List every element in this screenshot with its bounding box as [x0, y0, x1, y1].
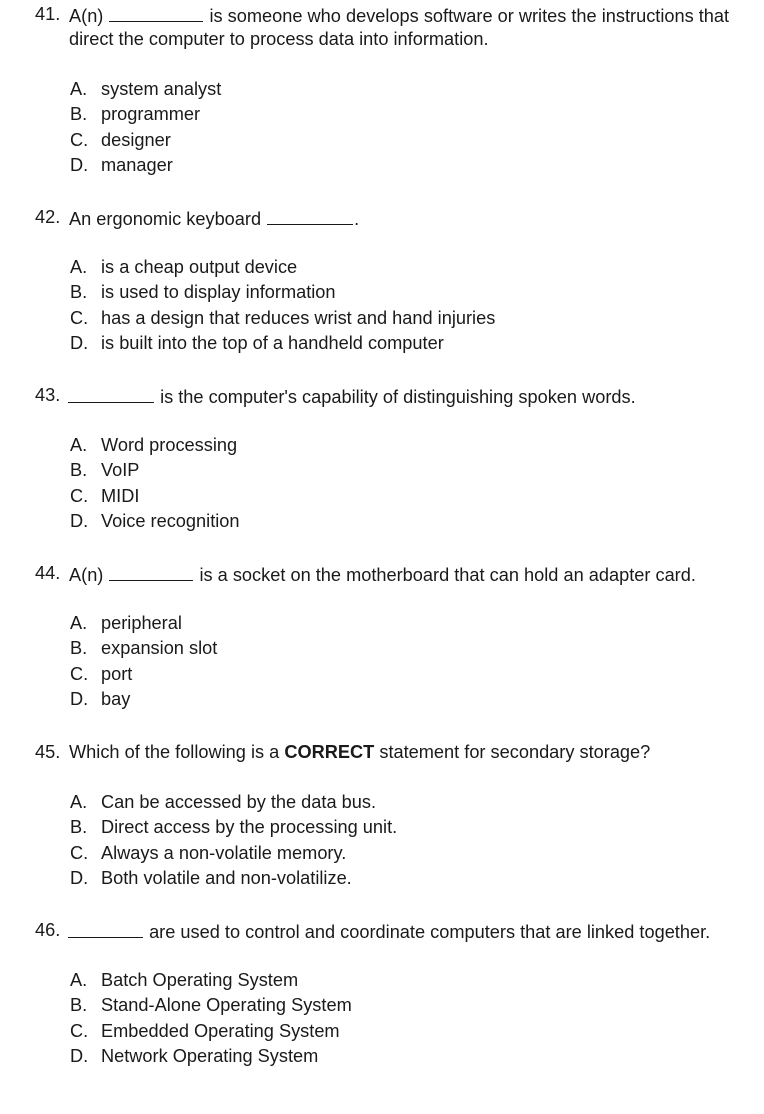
question-number: 44. — [35, 563, 61, 583]
option-b: B. programmer — [70, 104, 201, 125]
option-d: D. bay — [70, 688, 131, 709]
option-c: C. Embedded Operating System — [70, 1020, 340, 1041]
option-list — [0, 255, 764, 356]
question-text: A(n) is a socket on the motherboard that can hold an adapter card. — [69, 561, 696, 588]
question-number: 45. — [35, 742, 61, 762]
emphasis-correct: CORRECT — [284, 742, 375, 762]
answer-blank — [109, 2, 203, 22]
option-b: B. Stand-Alone Operating System — [70, 995, 352, 1016]
option-list — [0, 433, 764, 534]
option-list — [0, 790, 764, 891]
option-d: D. manager — [70, 154, 173, 175]
question-45 — [0, 740, 764, 891]
question-stem — [0, 740, 764, 765]
option-a: A. is a cheap output device — [70, 257, 298, 277]
option-b: B. expansion slot — [70, 638, 218, 659]
option-list — [0, 77, 764, 178]
question-stem — [0, 2, 764, 27]
option-b: B. Direct access by the processing unit. — [70, 817, 398, 838]
option-c: C. designer — [70, 129, 171, 150]
question-text: are used to control and coordinate computers that are linked together. — [67, 918, 710, 945]
answer-blank — [109, 561, 193, 581]
option-b: B. VoIP — [70, 460, 140, 481]
option-a: A. system analyst — [70, 79, 222, 99]
question-stem — [0, 918, 764, 943]
question-43 — [0, 383, 764, 534]
question-stem — [0, 205, 764, 230]
question-46 — [0, 918, 764, 1069]
option-d: D. is built into the top of a handheld computer — [70, 332, 444, 353]
question-stem-continued: direct the computer to process data into information. — [69, 29, 489, 49]
option-c: C. port — [70, 663, 133, 684]
option-list — [0, 611, 764, 712]
option-d: D. Both volatile and non-volatilize. — [70, 867, 352, 888]
question-number: 42. — [35, 207, 61, 227]
question-text: Which of the following is a CORRECT statement for secondary storage? — [69, 742, 651, 762]
option-a: A. Word processing — [70, 435, 238, 455]
option-list — [0, 968, 764, 1069]
option-b: B. is used to display information — [70, 282, 336, 303]
question-text: is the computer's capability of distinguishing spoken words. — [67, 383, 636, 410]
option-a: A. peripheral — [70, 613, 182, 633]
option-a: A. Batch Operating System — [70, 970, 299, 990]
option-c: C. has a design that reduces wrist and hand injuries — [70, 307, 496, 328]
question-number: 46. — [35, 920, 61, 940]
option-a: A. Can be accessed by the data bus. — [70, 792, 377, 812]
option-d: D. Network Operating System — [70, 1045, 319, 1066]
question-stem — [0, 383, 764, 408]
question-number: 43. — [35, 385, 61, 405]
question-41 — [0, 2, 764, 178]
question-stem — [0, 561, 764, 586]
answer-blank — [68, 383, 154, 403]
question-number: 41. — [35, 4, 61, 24]
option-c: C. MIDI — [70, 485, 140, 506]
question-44 — [0, 561, 764, 712]
option-d: D. Voice recognition — [70, 510, 240, 531]
answer-blank — [267, 205, 353, 225]
question-text: An ergonomic keyboard . — [69, 205, 359, 232]
question-42 — [0, 205, 764, 356]
option-c: C. Always a non-volatile memory. — [70, 842, 347, 863]
answer-blank — [68, 918, 143, 938]
question-text: A(n) is someone who develops software or writes the instructions that — [69, 2, 729, 29]
